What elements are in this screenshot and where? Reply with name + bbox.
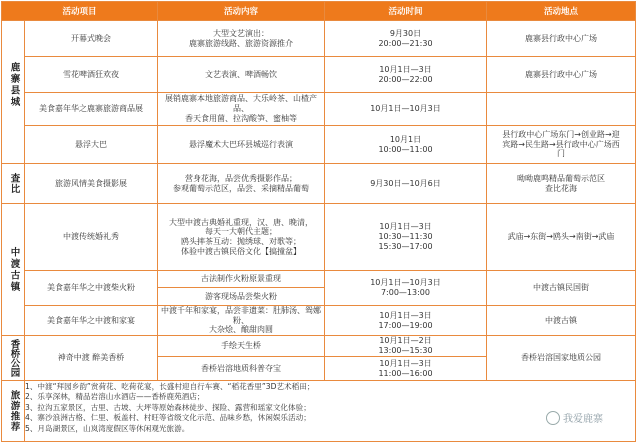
watermark: 我爱鹿寨 bbox=[546, 410, 603, 425]
activity-name: 美食嘉年华之鹿寨旅游商品展 bbox=[39, 104, 143, 114]
wechat-logo-icon bbox=[546, 411, 560, 425]
activity-content: 古法制作火粉原景重现 bbox=[201, 274, 281, 284]
activity-location: 中渡古镇民国街 bbox=[533, 283, 589, 293]
region-label: 中渡古镇 bbox=[8, 246, 20, 293]
activity-location: 县行政中心广场东门→创业路→迎 宾路→民生路→县行政中心广场西 门 bbox=[502, 129, 620, 159]
route-item: 3、拉沟五家景区，古里、古坡、大坪等原始森林徒步、探险、露营和瑶家文化体验； bbox=[25, 402, 311, 412]
activity-location: 鹿寨县行政中心广场 bbox=[525, 69, 597, 79]
activity-name: 开幕式晚会 bbox=[71, 33, 111, 43]
activity-content: 大型文艺演出： 鹿寨旅游线路、旅游资源推介 bbox=[189, 28, 293, 48]
activity-time: 10月1日—3日 10:30—11:30 15:30—17:00 bbox=[378, 222, 433, 251]
header-item: 活动项目 bbox=[2, 2, 157, 20]
activity-time: 10月1日—3日 20:00—22:00 bbox=[378, 64, 433, 84]
route-item: 1、中渡“拜园乡韵”赏荷花、吃荷花宴，长盛村迎自行车赛、“稻花香里”3D艺术稻田； bbox=[25, 382, 315, 391]
activity-location bbox=[487, 93, 635, 125]
activity-time: 10月1日—2日 13:00—15:30 bbox=[378, 336, 433, 355]
activity-time: 10月1日—3日 11:00—16:00 bbox=[378, 358, 433, 378]
activity-time: 10月1日—10月3日 7:00—13:00 bbox=[370, 278, 441, 297]
region-label: 旅游推荐 bbox=[8, 390, 20, 432]
activity-name: 美食嘉年华之中渡柴火粉 bbox=[47, 283, 135, 293]
header-content: 活动内容 bbox=[158, 2, 324, 20]
activity-content: 游客现场品尝柴火粉 bbox=[205, 291, 277, 301]
activity-location: 香桥岩溶国家地质公园 bbox=[521, 353, 601, 363]
region-label: 香桥公园 bbox=[8, 339, 20, 377]
activity-time: 9月30日—10月6日 bbox=[370, 178, 441, 188]
activity-name: 悬浮大巴 bbox=[75, 139, 107, 149]
activity-content: 中渡千年和家宴，品尝非遗菜：肚肺汤、鸳娜粉、 大杂烩、酿甜肉圆 bbox=[161, 306, 321, 335]
activity-content: 营身花海，品尝优秀摄影作品； 参观葡萄示范区，品尝、采摘精品葡萄 bbox=[173, 173, 309, 193]
activity-time: 10月1日—10月3日 bbox=[370, 104, 441, 114]
activity-name: 神奇中渡 醉美香桥 bbox=[57, 353, 125, 363]
tour-routes-list bbox=[25, 382, 633, 434]
activity-content: 大型中渡古典婚礼重现，汉、唐、晚清， 每天一大朝代主题； 鸥头摔茶互动：抛绣球、对歌等； 体验中渡古镇民俗文化【搞撞盆】 bbox=[169, 217, 313, 256]
activity-time: 9月30日 20:00—21:30 bbox=[378, 28, 433, 48]
activity-name: 雪花啤酒狂欢夜 bbox=[63, 69, 119, 79]
activity-name: 旅游风情美食摄影展 bbox=[55, 178, 127, 188]
activity-location: 武庙→东街→鸥头→南街→武庙 bbox=[507, 232, 615, 242]
activity-content: 香桥岩溶地质科普夺宝 bbox=[201, 363, 281, 373]
route-item: 2、乐享深林，精品岩溶山水酒店——香桥鹿苑酒店； bbox=[25, 392, 205, 402]
activity-content: 文艺表演、啤酒畅饮 bbox=[205, 69, 277, 79]
header-time: 活动时间 bbox=[325, 2, 486, 20]
route-item: 5、月岛湖景区，山岚湾度假区等休闲观光旅游。 bbox=[25, 423, 190, 433]
activity-location: 鹿寨县行政中心广场 bbox=[525, 33, 597, 43]
activity-content: 手绘天生桥 bbox=[221, 341, 261, 351]
activity-time: 10月1日 10:00—11:00 bbox=[378, 134, 433, 154]
activity-name: 中渡传统婚礼秀 bbox=[63, 232, 119, 242]
header-location: 活动地点 bbox=[487, 2, 635, 20]
activity-content: 展销鹿寨本地旅游商品、大乐岭茶、山楂产品、 香天食用菌、拉沟酸笋、蜜柚等 bbox=[165, 94, 317, 123]
region-label: 鹿寨县城 bbox=[8, 62, 20, 108]
region-label: 查比 bbox=[8, 173, 20, 194]
activity-location: 中渡古镇 bbox=[545, 315, 577, 325]
activity-location: 呦呦鹿鸣精品葡萄示范区 查比花海 bbox=[517, 173, 605, 193]
route-item: 4、寨沙浪洲古格、仁里、板盖村、村旺等省级文化示范、品味乡愁，休闲娱乐活动； bbox=[25, 413, 311, 423]
activity-time: 10月1日—3日 17:00—19:00 bbox=[378, 310, 433, 330]
activity-name: 美食嘉年华之中渡和家宴 bbox=[47, 315, 135, 325]
activity-content: 悬浮魔术大巴环县城巡行表演 bbox=[189, 139, 293, 149]
